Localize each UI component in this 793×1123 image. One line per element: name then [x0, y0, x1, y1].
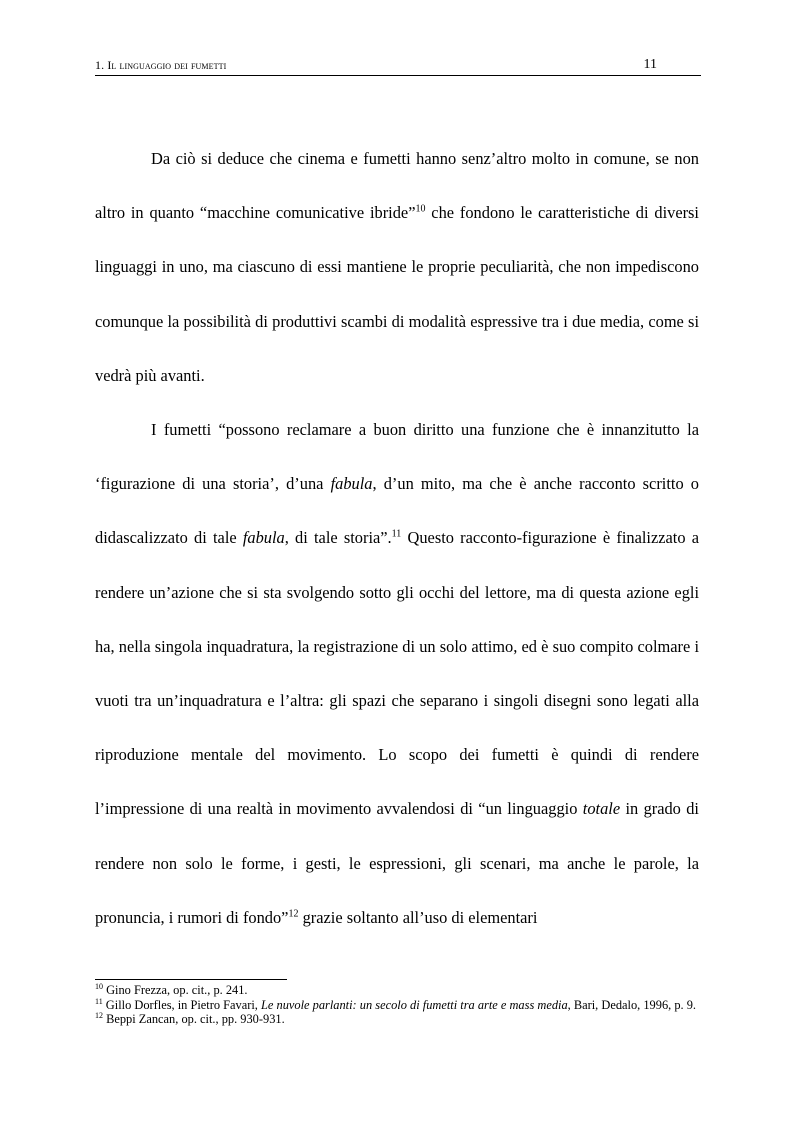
- footnote-text: Gino Frezza, op. cit., p. 241.: [103, 983, 248, 997]
- paragraph-2-text-d: Questo racconto-figurazione è finalizzato a rendere un’azione che si sta svolgendo sotto gli occhi del lettore, ma di questa azione egli ha, nella singola inquadratura, la registrazione di un solo attimo, ed è suo compito colmare i vuoti tra un’inquadratura e l’altra: gli spazi che separano i singoli disegni sono legati alla riproduzione mentale del movimento. Lo scopo dei fumetti è quindi di rendere l’impressione di una realtà in movimento avvalendosi di “un linguaggio: [95, 528, 700, 819]
- chapter-number: 1.: [95, 58, 105, 72]
- footnote-number: 11: [95, 996, 103, 1006]
- chapter-title: Il linguaggio dei fumetti: [107, 58, 227, 72]
- footnote-text-before: Gillo Dorfles, in Pietro Favari,: [102, 997, 262, 1012]
- paragraph-1-text-b: che fondono le caratteristiche di diversi linguaggi in uno, ma ciascuno di essi mantiene le proprie peculiarità, che non impediscono comunque la possibilità di produttivi scambi di modalità espressive tra i due media, come si vedrà più avanti.: [95, 203, 699, 385]
- footnote-11: [95, 998, 701, 1013]
- page-number: 11: [643, 57, 657, 72]
- chapter-label: [95, 58, 226, 72]
- footnote-10: [95, 983, 701, 998]
- footnote-ref-10: 10: [415, 203, 426, 215]
- paragraph-2-text-e: in grado di rendere non solo le forme, i gesti, le espressioni, gli scenari, ma anche le parole, la pronuncia, i rumori di fondo”: [95, 799, 699, 927]
- paragraph-1: [95, 132, 699, 403]
- paragraph-1-text-a: Da ciò si deduce che cinema e fumetti hanno senz’altro molto in comune, se non altro in quanto “macchine comunicative ibride”: [95, 149, 699, 223]
- paragraph-2-text-a: I fumetti “possono reclamare a buon diritto una funzione che è innanzitutto la ‘figurazione di una storia’, d’una: [95, 420, 699, 494]
- main-text: [95, 132, 699, 945]
- footnote-text-after: , Bari, Dedalo, 1996, p. 9.: [567, 997, 697, 1012]
- paragraph-2-text-b: , d’un mito, ma che è anche racconto scritto o didascalizzato di tale: [95, 474, 699, 548]
- italic-term-fabula-2: fabula: [242, 528, 285, 548]
- footnote-number: 10: [95, 981, 103, 991]
- paragraph-2-text-c: , di tale storia”.: [284, 528, 392, 548]
- footnote-text: Beppi Zancan, op. cit., pp. 930-931.: [103, 1012, 285, 1026]
- paragraph-2: [95, 403, 699, 945]
- footnote-ref-12: 12: [288, 908, 299, 920]
- footnote-book-title: Le nuvole parlanti: un secolo di fumetti tra arte e mass media: [261, 997, 568, 1012]
- italic-term-fabula-1: fabula: [330, 474, 373, 494]
- paragraph-2-text-f: grazie soltanto all’uso di elementari: [298, 907, 538, 927]
- header-rule: [95, 75, 701, 76]
- footnote-separator: [95, 979, 287, 980]
- footnote-number: 12: [95, 1010, 103, 1020]
- footnote-12: [95, 1012, 701, 1027]
- footnote-ref-11: 11: [391, 528, 402, 540]
- running-header: [95, 58, 701, 74]
- italic-term-totale: totale: [582, 799, 621, 819]
- footnotes: [95, 983, 701, 1027]
